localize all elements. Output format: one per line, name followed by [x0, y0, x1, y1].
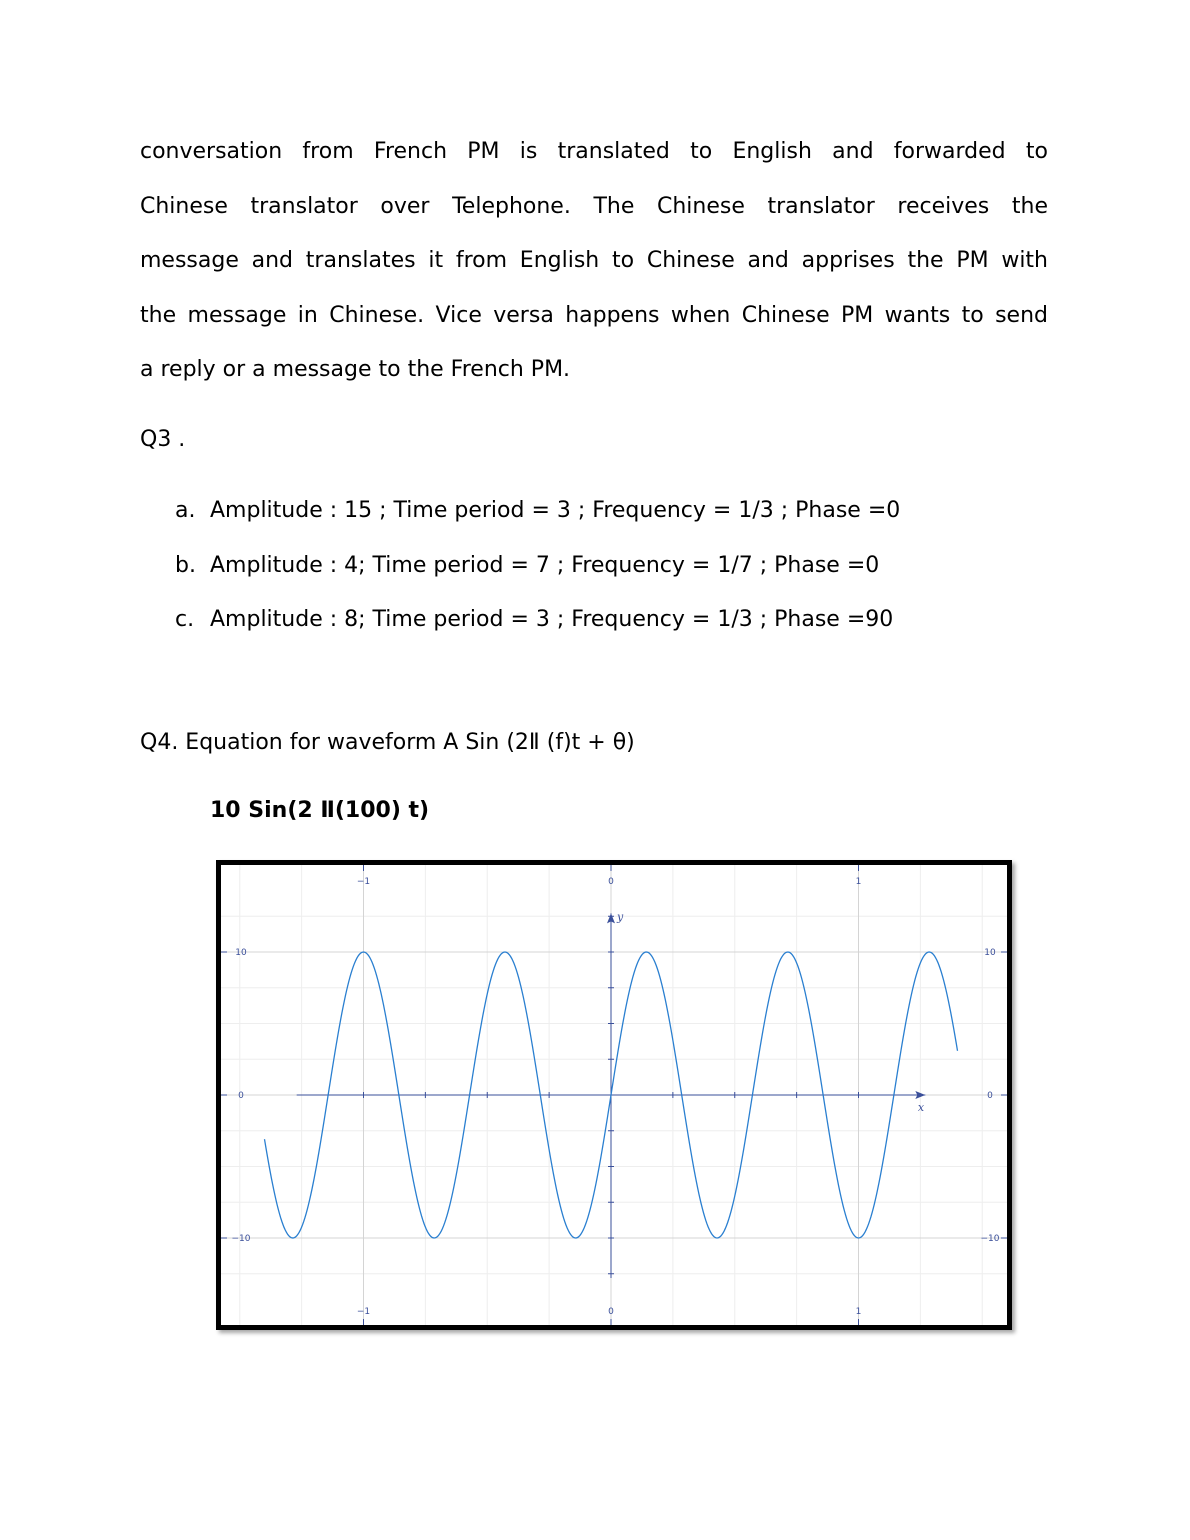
list-marker: c. — [175, 607, 195, 632]
x-tick-label-bottom: 0 — [608, 1307, 614, 1317]
paragraph-line: a reply or a message to the French PM. — [140, 357, 571, 382]
paragraph-line: Chinese translator over Telephone. The Chinese translator receives the — [140, 193, 1048, 219]
waveform-equation: 10 Sin(2 Ⅱ(100) t) — [210, 798, 430, 823]
y-tick-label-left: 0 — [238, 1091, 244, 1101]
list-marker: b. — [175, 552, 196, 578]
intro-paragraph — [140, 125, 1048, 398]
plot-svg — [221, 865, 1007, 1325]
list-item-text: Amplitude : 8; Time period = 3 ; Frequency = 1/3 ; Phase =90 — [210, 607, 894, 632]
sine-wave-plot — [216, 860, 1012, 1330]
list-marker: a. — [175, 498, 196, 523]
paragraph-line: conversation from French PM is translated to English and forwarded to — [140, 139, 1048, 164]
x-axis-label: x — [917, 1101, 925, 1114]
y-tick-label-right: −10 — [980, 1234, 1000, 1244]
x-tick-label-bottom: −1 — [356, 1307, 371, 1317]
y-tick-label-left: 10 — [235, 948, 247, 958]
paragraph-line: the message in Chinese. Vice versa happens when Chinese PM wants to send — [140, 302, 1048, 328]
y-tick-label-right: 10 — [984, 948, 996, 958]
x-tick-label-top: 0 — [608, 877, 614, 887]
x-tick-label-top: −1 — [356, 877, 371, 887]
y-tick-label-left: −10 — [231, 1234, 251, 1244]
q3-heading: Q3 . — [140, 427, 186, 452]
y-axis-label: y — [617, 910, 624, 924]
list-item — [175, 593, 900, 648]
list-item-text: Amplitude : 15 ; Time period = 3 ; Frequency = 1/3 ; Phase =0 — [210, 498, 901, 523]
q3-answer-list — [175, 484, 900, 648]
q4-heading: Q4. Equation for waveform A Sin (2Ⅱ (f)t + θ) — [140, 730, 635, 755]
list-item-text: Amplitude : 4; Time period = 7 ; Frequency = 1/7 ; Phase =0 — [210, 552, 880, 578]
x-tick-label-bottom: 1 — [855, 1307, 862, 1317]
paragraph-line: message and translates it from English to Chinese and apprises the PM with — [140, 248, 1048, 273]
list-item — [175, 539, 900, 594]
list-item — [175, 484, 900, 539]
y-tick-label-right: 0 — [987, 1091, 993, 1101]
x-tick-label-top: 1 — [855, 877, 862, 887]
